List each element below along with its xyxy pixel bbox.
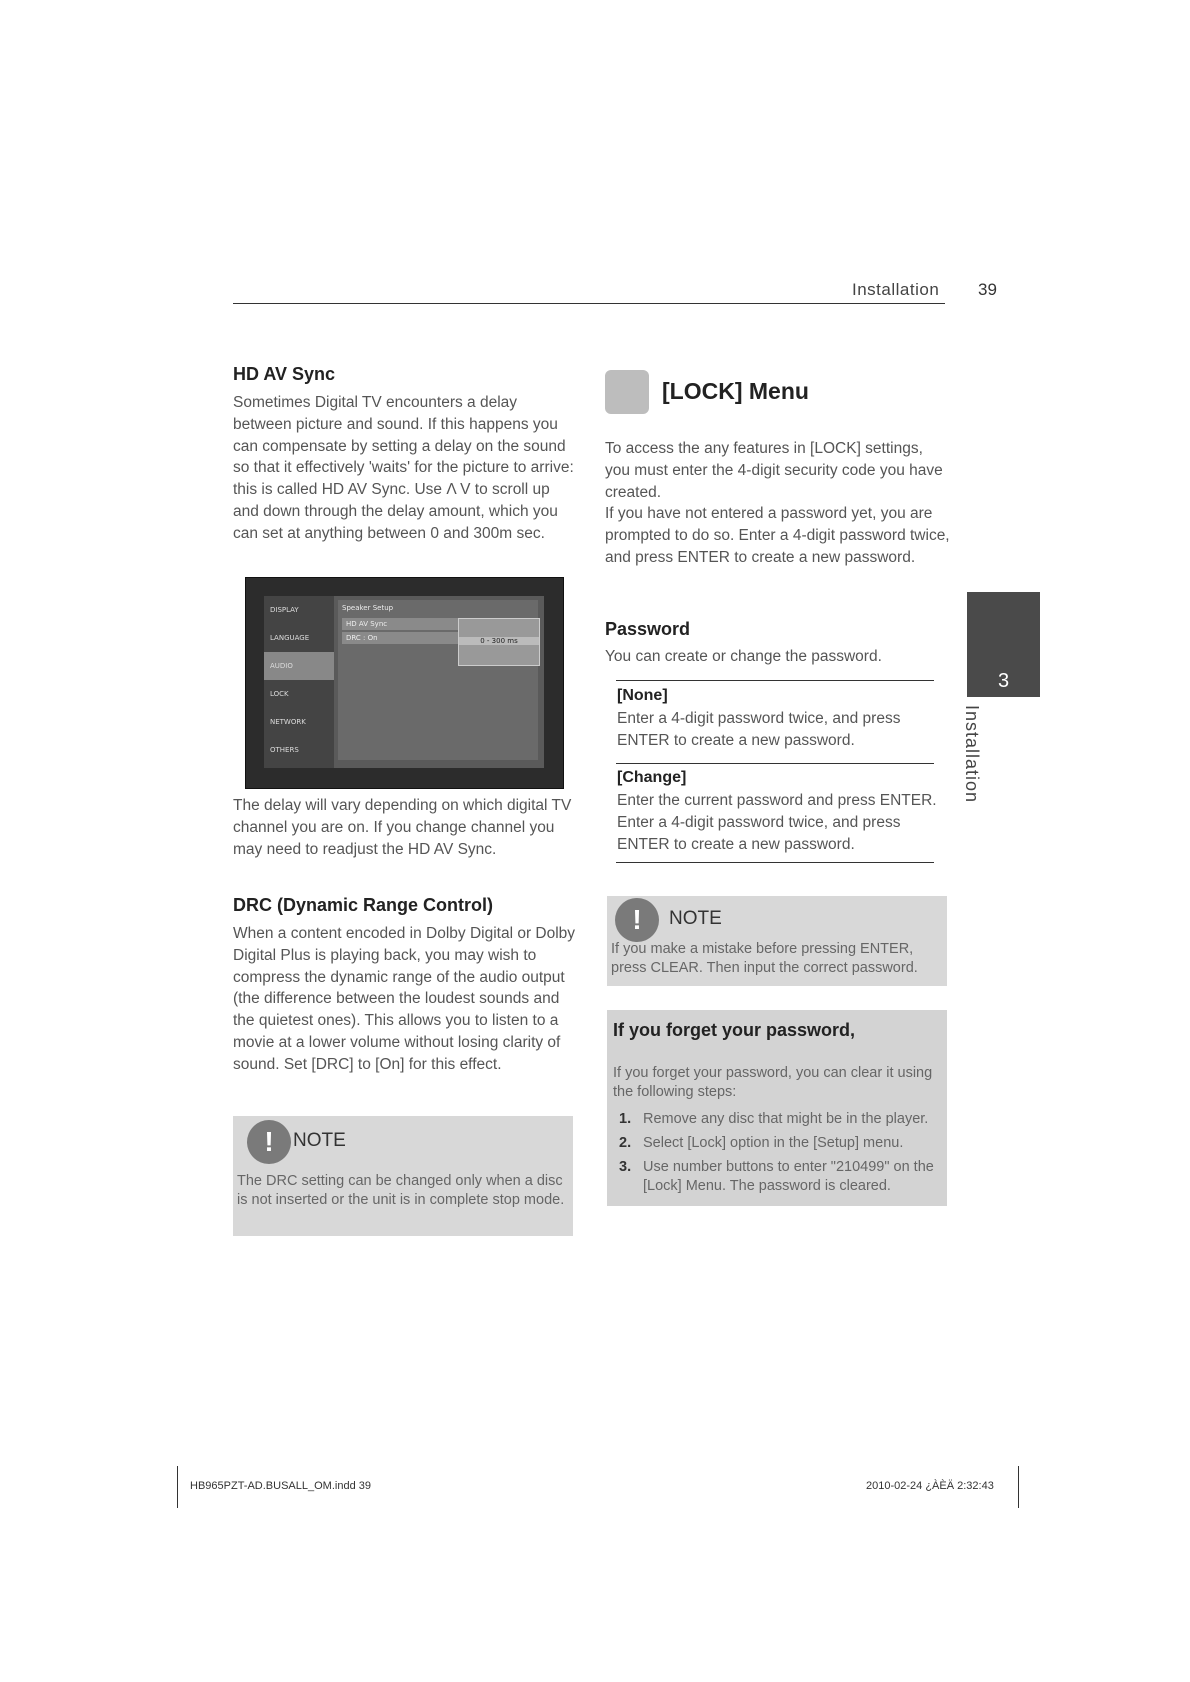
hd-av-sync-after: The delay will vary depending on which digital TV channel you are on. If you change channel you may need to readjust the HD AV Sync. xyxy=(233,797,572,858)
chapter-label: Installation xyxy=(962,705,982,804)
chapter-number: 3 xyxy=(997,670,1010,692)
delay-popup xyxy=(458,618,540,666)
forget-intro: If you forget your password, you can clear it using the following steps: xyxy=(613,1065,933,1100)
panel-title: Speaker Setup xyxy=(342,604,394,612)
password-body: You can create or change the password. xyxy=(605,648,882,665)
exclamation-icon: ! xyxy=(615,898,659,942)
setup-menu xyxy=(264,596,334,768)
password-title: Password xyxy=(605,619,691,639)
list-item: 1. Remove any disc that might be in the player. xyxy=(619,1111,929,1127)
menu-item: NETWORK xyxy=(270,718,306,726)
option-change-text: Enter the current password and press ENTER. Enter a 4-digit password twice, and press ENTER to create a new password. xyxy=(617,792,937,853)
chapter-tab xyxy=(967,592,1040,697)
row-value: : On xyxy=(363,634,378,642)
hd-av-sync-body: Sometimes Digital TV encounters a delay between picture and sound. If this happens you can compensate by setting a delay on the sound so that it effectively 'waits' for the picture to arrive: this is called HD AV Sync. Use Λ V to scroll up and down through the delay amount, which you can set at anything between 0 and 300m sec. xyxy=(233,394,574,542)
drc-body: When a content encoded in Dolby Digital or Dolby Digital Plus is playing back, you may wish to compress the dynamic range of the audio output (the difference between the loudest sounds and the quietest ones). This allows you to listen to a movie at a lower volume without losing clarity of sound. Set [DRC] to [On] for this effect. xyxy=(233,925,576,1073)
panel-row: HD AV Sync xyxy=(342,618,534,630)
note-label: NOTE xyxy=(293,1130,346,1151)
divider xyxy=(616,680,934,681)
list-item: 2. Select [Lock] option in the [Setup] menu. xyxy=(619,1135,904,1151)
crop-mark xyxy=(1018,1466,1019,1508)
note-label: NOTE xyxy=(669,908,722,929)
forget-password-box xyxy=(607,1010,947,1206)
footer-file: HB965PZT-AD.BUSALL_OM.indd 39 xyxy=(190,1480,371,1492)
divider xyxy=(616,763,934,764)
header-rule xyxy=(233,303,945,304)
menu-item: AUDIO xyxy=(264,652,334,680)
settings-panel xyxy=(338,600,538,760)
setup-screenshot xyxy=(245,577,564,789)
lock-intro: To access the any features in [LOCK] settings, you must enter the 4-digit security code you have created. xyxy=(605,440,943,501)
menu-item: OTHERS xyxy=(270,746,299,754)
menu-item: LANGUAGE xyxy=(270,634,310,642)
exclamation-icon: ! xyxy=(247,1120,291,1164)
hd-av-sync-title: HD AV Sync xyxy=(233,364,336,384)
option-change-label: [Change] xyxy=(617,769,687,786)
option-none-label: [None] xyxy=(617,687,668,704)
lock-menu-title: [LOCK] Menu xyxy=(662,378,809,404)
menu-item: LOCK xyxy=(270,690,289,698)
drc-title: DRC (Dynamic Range Control) xyxy=(233,895,494,915)
row-label: DRC xyxy=(346,634,361,642)
lock-icon xyxy=(605,370,649,414)
forget-title: If you forget your password, xyxy=(613,1020,856,1040)
note-text: The DRC setting can be changed only when a disc is not inserted or the unit is in complete stop mode. xyxy=(237,1173,565,1208)
crop-mark xyxy=(177,1466,178,1508)
list-item: 3. Use number buttons to enter "210499" on the [Lock] Menu. The password is cleared. xyxy=(619,1159,934,1194)
note-box xyxy=(607,896,947,986)
header-section: Installation xyxy=(852,280,940,299)
note-text: If you make a mistake before pressing ENTER, press CLEAR. Then input the correct password. xyxy=(611,941,918,976)
lock-password-info: If you have not entered a password yet, you are prompted to do so. Enter a 4-digit password twice, and press ENTER to create a new password. xyxy=(605,505,950,566)
divider xyxy=(616,862,934,863)
page-number: 39 xyxy=(978,280,997,299)
footer-date: 2010-02-24 ¿ÀÈÄ 2:32:43 xyxy=(866,1480,994,1492)
menu-item: DISPLAY xyxy=(270,606,299,614)
popup-value: 0 - 300 ms xyxy=(459,637,539,645)
option-none-text: Enter a 4-digit password twice, and press ENTER to create a new password. xyxy=(617,710,901,749)
note-box xyxy=(233,1116,573,1236)
